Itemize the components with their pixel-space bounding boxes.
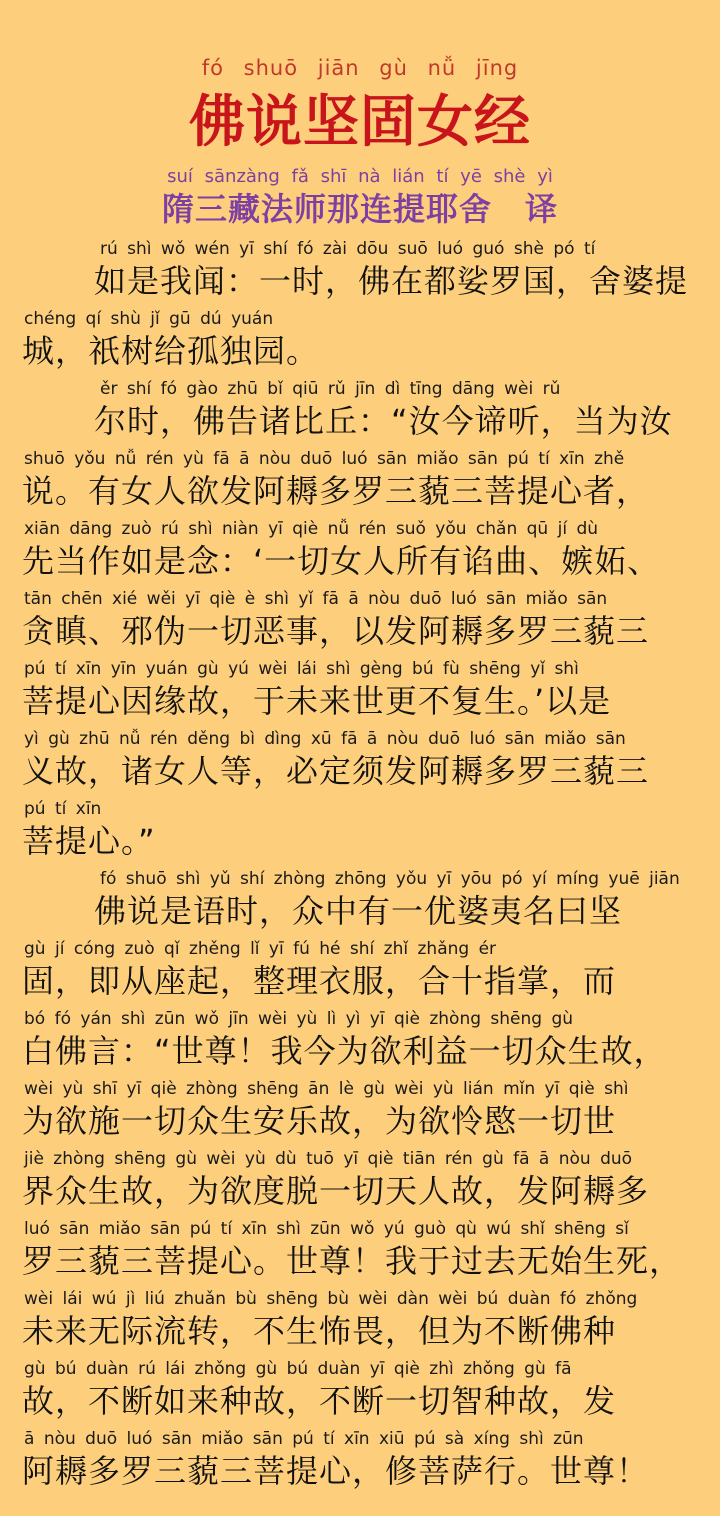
line-pinyin: luó sān miǎo sān pú tí xīn shì zūn wǒ yú guò qù wú shǐ shēng sǐ xyxy=(24,1219,629,1239)
line-pinyin: pú tí xīn yīn yuán gù yú wèi lái shì gèng bú fù shēng yǐ shì xyxy=(24,659,579,679)
line-text: 说。有女人欲发阿耨多罗三藐三菩提心者， xyxy=(22,472,650,510)
translator-line: 隋三藏法师那连提耶舍 译 xyxy=(161,190,558,228)
line-pinyin: rú shì wǒ wén yī shí fó zài dōu suō luó guó shè pó tí xyxy=(100,239,596,259)
text-line xyxy=(0,374,720,444)
line-text: 尔时，佛告诸比丘：“汝今谛听，当为汝 xyxy=(94,402,673,440)
line-pinyin: gù bú duàn rú lái zhǒng gù bú duàn yī qiè zhì zhǒng gù fā xyxy=(24,1359,572,1379)
text-line xyxy=(0,724,720,794)
line-text: 界众生故，为欲度脱一切天人故，发阿耨多 xyxy=(22,1172,650,1210)
text-line xyxy=(0,1214,720,1284)
line-pinyin: wèi lái wú jì liú zhuǎn bù shēng bù wèi dàn wèi bú duàn fó zhǒng xyxy=(24,1289,638,1309)
text-line xyxy=(0,1424,720,1494)
line-pinyin: bó fó yán shì zūn wǒ jīn wèi yù lì yì yī qiè zhòng shēng gù xyxy=(24,1009,574,1029)
text-line xyxy=(0,514,720,584)
line-text: 故，不断如来种故，不断一切智种故，发 xyxy=(22,1382,617,1420)
text-line xyxy=(0,1144,720,1214)
line-pinyin: xiān dāng zuò rú shì niàn yī qiè nǚ rén suǒ yǒu chǎn qū jí dù xyxy=(24,519,599,539)
line-pinyin: gù jí cóng zuò qǐ zhěng lǐ yī fú hé shí zhǐ zhǎng ér xyxy=(24,939,497,959)
text-line xyxy=(0,794,720,864)
line-text: 为欲施一切众生安乐故，为欲怜愍一切世 xyxy=(22,1102,617,1140)
text-line xyxy=(0,864,720,934)
line-text: 义故，诸女人等，必定须发阿耨多罗三藐三 xyxy=(22,752,650,790)
line-pinyin: tān chēn xié wěi yī qiè è shì yǐ fā ā nòu duō luó sān miǎo sān xyxy=(24,589,608,609)
text-line xyxy=(0,1354,720,1424)
line-text: 佛说是语时，众中有一优婆夷名曰坚 xyxy=(94,892,623,930)
text-line xyxy=(0,444,720,514)
sutra-body xyxy=(0,234,720,1494)
line-text: 罗三藐三菩提心。世尊！我于过去无始生死， xyxy=(22,1242,683,1280)
text-line xyxy=(0,934,720,1004)
text-line xyxy=(0,1284,720,1354)
text-line xyxy=(0,654,720,724)
line-pinyin: shuō yǒu nǚ rén yù fā ā nòu duō luó sān miǎo sān pú tí xīn zhě xyxy=(24,449,625,469)
line-pinyin: pú tí xīn xyxy=(24,799,102,819)
line-pinyin: wèi yù shī yī qiè zhòng shēng ān lè gù wèi yù lián mǐn yī qiè shì xyxy=(24,1079,629,1099)
translator-pinyin: suí sānzàng fǎ shī nà lián tí yē shè yì xyxy=(167,166,553,187)
page-title: 佛说坚固女经 xyxy=(189,90,531,155)
line-text: 先当作如是念：‘一切女人所有谄曲、嫉妬、 xyxy=(22,542,661,580)
text-line xyxy=(0,1074,720,1144)
line-pinyin: fó shuō shì yǔ shí zhòng zhōng yǒu yī yōu pó yí míng yuē jiān xyxy=(100,869,680,889)
line-text: 阿耨多罗三藐三菩提心，修菩萨行。世尊！ xyxy=(22,1452,650,1490)
line-text: 菩提心。” xyxy=(22,822,156,860)
line-pinyin: ěr shí fó gào zhū bǐ qiū rǔ jīn dì tīng dāng wèi rǔ xyxy=(100,379,561,399)
line-text: 如是我闻：一时，佛在都娑罗国，舍婆提 xyxy=(94,262,689,300)
text-line xyxy=(0,584,720,654)
line-pinyin: chéng qí shù jǐ gū dú yuán xyxy=(24,309,274,329)
line-text: 城，祇树给孤独园。 xyxy=(22,332,320,370)
line-text: 白佛言：“世尊！我今为欲利益一切众生故， xyxy=(22,1032,667,1070)
title-pinyin: fó shuō jiān gù nǚ jīng xyxy=(201,56,519,80)
line-pinyin: ā nòu duō luó sān miǎo sān pú tí xīn xiū pú sà xíng shì zūn xyxy=(24,1429,584,1449)
line-text: 贪瞋、邪伪一切恶事，以发阿耨多罗三藐三 xyxy=(22,612,650,650)
line-text: 未来无际流转，不生怖畏，但为不断佛种 xyxy=(22,1312,617,1350)
line-text: 固，即从座起，整理衣服，合十指掌，而 xyxy=(22,962,617,1000)
line-text: 菩提心因缘故，于未来世更不复生。’以是 xyxy=(22,682,612,720)
line-pinyin: yì gù zhū nǚ rén děng bì dìng xū fā ā nòu duō luó sān miǎo sān xyxy=(24,729,626,749)
text-line xyxy=(0,1004,720,1074)
text-line xyxy=(0,234,720,304)
text-line xyxy=(0,304,720,374)
line-pinyin: jiè zhòng shēng gù wèi yù dù tuō yī qiè tiān rén gù fā ā nòu duō xyxy=(24,1149,633,1169)
